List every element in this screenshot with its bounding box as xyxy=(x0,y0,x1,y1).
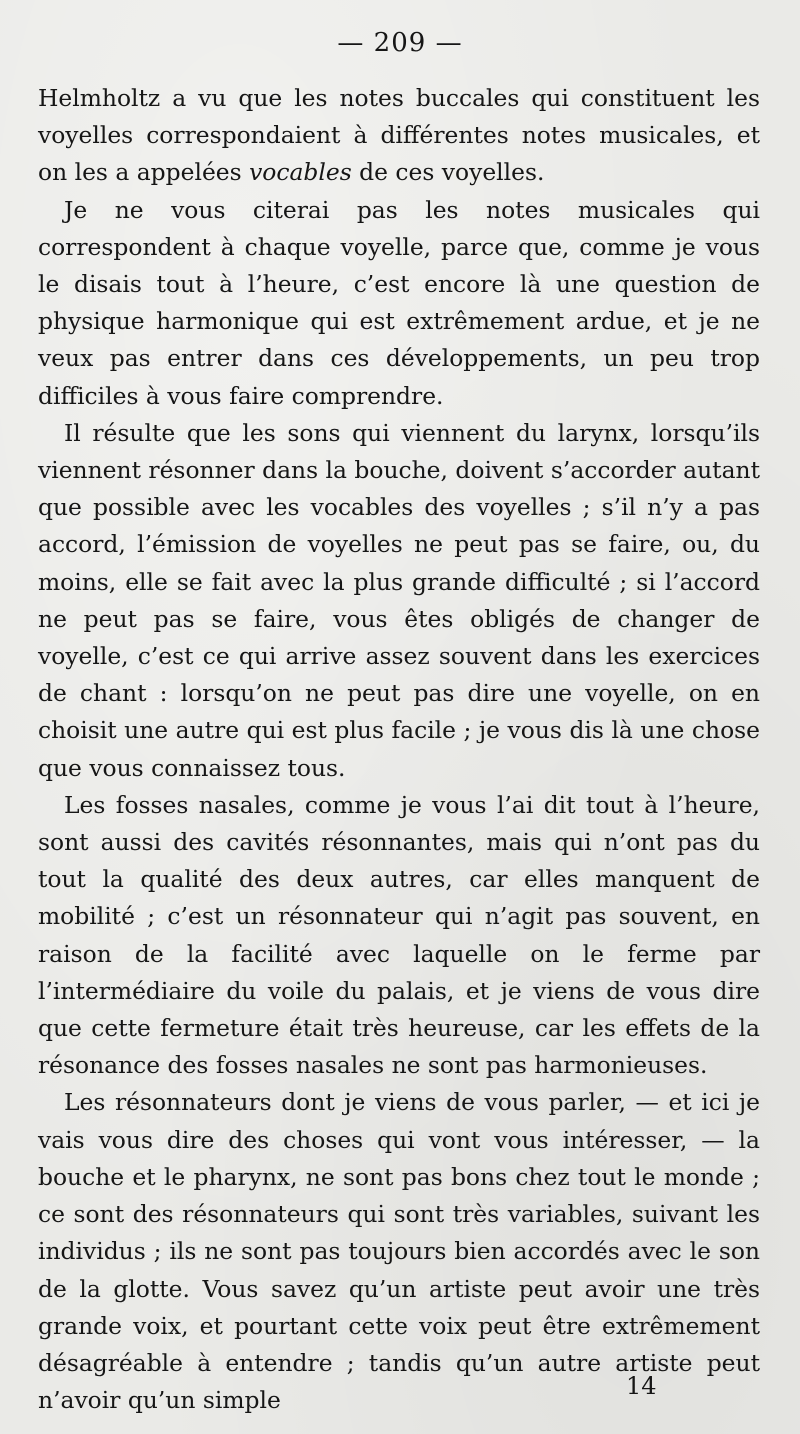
signature-mark: 14 xyxy=(626,1372,657,1400)
emphasis-vocables: vocables xyxy=(249,158,352,187)
paragraph-5: Les résonnateurs dont je viens de vous parler, — et ici je vais vous dire des choses qui vont vous intéresser, — la bouche et le pharynx, ne sont pas bons chez tout le monde ; ce sont des résonnateurs qui sont très variables, suivant les individus ; ils ne sont pas toujours bien accordés avec le son de la glotte. Vous savez qu’un artiste peut avoir une très grande voix, et pourtant cette voix peut être extrêmement désagréable à entendre ; tandis qu’un autre artiste peut n’avoir qu’un simple xyxy=(38,1088,760,1415)
paragraph-1-text-start: Helmholtz a vu que les notes buccales qui constituent les voyelles correspondaient à différentes notes musicales, et on les a appelées xyxy=(38,84,760,187)
paragraph-4: Les fosses nasales, comme je vous l’ai dit tout à l’heure, sont aussi des cavités résonnantes, mais qui n’ont pas du tout la qualité des deux autres, car elles manquent de mobilité ; c’est un résonnateur qui n’agit pas souvent, en raison de la facilité avec laquelle on le ferme par l’intermédiaire du voile du palais, et je viens de vous dire que cette fermeture était très heureuse, car les effets de la résonance des fosses nasales ne sont pas harmonieuses. xyxy=(38,790,760,1080)
paragraph-3: Il résulte que les sons qui viennent du larynx, lorsqu’ils viennent résonner dans la bouche, doivent s’accorder autant que possible avec les vocables des voyelles ; s’il n’y a pas accord, l’émission de voyelles ne peut pas se faire, ou, du moins, elle se fait avec la plus grande difficulté ; si l’accord ne peut pas se faire, vous êtes obligés de changer de voyelle, c’est ce qui arrive assez souvent dans les exercices de chant : lorsqu’on ne peut pas dire une voyelle, on en choisit une autre qui est plus facile ; je vous dis là une chose que vous connaissez tous. xyxy=(38,418,760,782)
paragraph-2: Je ne vous citerai pas les notes musicales qui correspondent à chaque voyelle, parce que, comme je vous le disais tout à l’heure, c’est encore là une question de physique harmonique qui est extrêmement ardue, et je ne veux pas entrer dans ces développements, un peu trop difficiles à vous faire comprendre. xyxy=(38,195,760,410)
paragraph-1-text-end: de ces voyelles. xyxy=(351,158,545,187)
page-number-header: — 209 — xyxy=(337,28,463,58)
paragraph-1 xyxy=(38,80,760,192)
body-text xyxy=(38,80,760,1419)
